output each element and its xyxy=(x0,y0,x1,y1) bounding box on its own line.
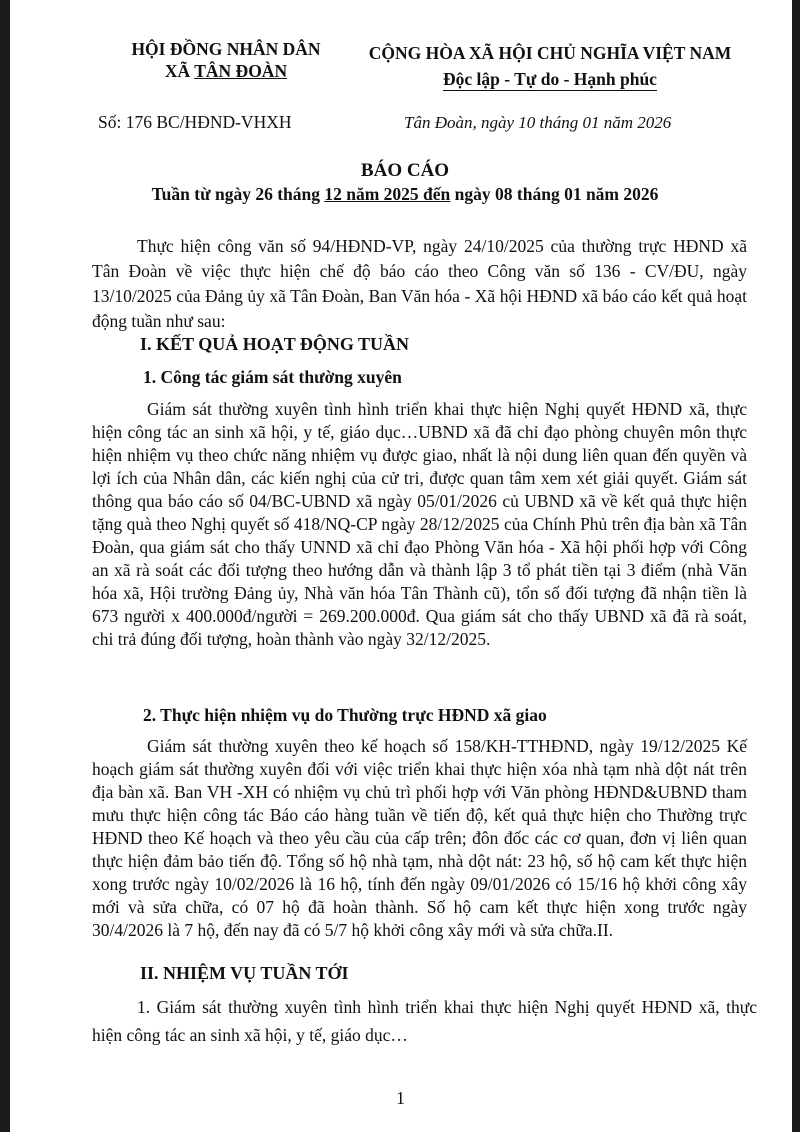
issuing-body xyxy=(96,38,356,82)
intro-paragraph: Thực hiện công văn số 94/HĐND-VP, ngày 24/10/2025 của thường trực HĐND xã Tân Đoàn về việc thực hiện chế độ báo cáo theo Công văn số 136 - CV/ĐU, ngày 13/10/2025 của Đảng ủy xã Tân Đoàn, Ban Văn hóa - Xã hội HĐND xã báo cáo kết quả hoạt động tuần như sau: xyxy=(92,236,747,331)
council-name: HỘI ĐỒNG NHÂN DÂN xyxy=(131,39,321,59)
republic-name: CỘNG HÒA XÃ HỘI CHỦ NGHĨA VIỆT NAM xyxy=(368,43,732,63)
commune-name: XÃ TÂN ĐOÀN xyxy=(164,61,288,81)
section-1-1-paragraph: Giám sát thường xuyên tình hình triển khai thực hiện Nghị quyết HĐND xã, thực hiện công tác an sinh xã hội, y tế, giáo dục…UBND xã đã chỉ đạo phòng chuyên môn thực hiện nhiệm vụ theo chức năng nhiệm vụ được giao, nhất là nội dung liên quan đến quyền và lợi ích của Nhân dân, các kiến nghị của cử tri, được quan tâm xem xét giải quyết. Giám sát thông qua báo cáo số 04/BC-UBND xã ngày 05/01/2026 củ UBND xã về kết quả thực hiện tặng quà theo Nghị quyết số 418/NQ-CP ngày 28/12/2025 của Chính Phủ trên địa bàn xã Tân Đoàn, qua giám sát cho thấy UNND xã chỉ đạo Phòng Văn hóa - Xã hội phối hợp với Công an xã rà soát các đối tượng theo hướng dẫn và thành lập 3 tổ phát tiền tại 3 điểm (nhà Văn hóa xã, Hội trường Đảng ủy, Nhà văn hóa Tân Thành cũ), tổn số đối tượng đã nhận tiền là 673 người x 400.000đ/người = 269.200.000đ. Qua giám sát cho thấy UBND xã đã rà soát, chi trả đúng đối tượng, hoàn thành vào ngày 32/12/2025. xyxy=(92,399,747,649)
document-number: Số: 176 BC/HĐND-VHXH xyxy=(98,112,292,132)
scan-edge-right xyxy=(792,0,800,1132)
section-1-2-heading: 2. Thực hiện nhiệm vụ do Thường trực HĐND xã giao xyxy=(143,705,547,725)
section-1-2-paragraph: Giám sát thường xuyên theo kế hoạch số 158/KH-TTHĐND, ngày 19/12/2025 Kế hoạch giám sát thường xuyên đối với việc triển khai thực hiện xóa nhà tạm nhà dột nát trên địa bàn xã. Ban VH -XH có nhiệm vụ chủ trì phối hợp với Văn phòng HĐND&UBND tham mưu thực hiện công tác Báo cáo hàng tuần về tiến độ, kết quả thực hiện cho Thường trực HĐND theo Kế hoạch và theo yêu cầu của cấp trên; đôn đốc các cơ quan, đơn vị liên quan thực hiện đảm bảo tiến độ. Tổng số hộ nhà tạm, nhà dột nát: 23 hộ, số hộ cam kết thực hiện xong trước ngày 10/02/2026 là 16 hộ, tính đến ngày 09/01/2026 có 15/16 hộ khởi công xây mới và sửa chữa, có 07 hộ đã hoàn thành. Số hộ cam kết thực hiện xong trước ngày 30/4/2026 là 7 hộ, đến nay đã có 5/7 hộ khởi công xây mới và sửa chữa.II. xyxy=(92,736,747,940)
commune-name-underlined: TÂN ĐOÀN xyxy=(194,61,288,81)
page-number: 1 xyxy=(396,1088,405,1108)
document-date: Tân Đoàn, ngày 10 tháng 01 năm 2026 xyxy=(404,113,672,132)
national-header xyxy=(340,40,760,92)
subtitle-underlined: 12 năm 2025 đến xyxy=(324,184,451,204)
section-2-heading: II. NHIỆM VỤ TUẦN TỚI xyxy=(140,963,349,983)
report-subtitle: Tuần từ ngày 26 tháng 12 năm 2025 đến ngày 08 tháng 01 năm 2026 xyxy=(151,184,659,204)
section-1-1-heading: 1. Công tác giám sát thường xuyên xyxy=(143,367,402,387)
national-motto: Độc lập - Tự do - Hạnh phúc xyxy=(443,69,657,89)
section-2-item-1: 1. Giám sát thường xuyên tình hình triển khai thực hiện Nghị quyết HĐND xã, thực hiện công tác an sinh xã hội, y tế, giáo dục… xyxy=(92,997,757,1045)
section-1-heading: I. KẾT QUẢ HOẠT ĐỘNG TUẦN xyxy=(140,334,410,354)
scan-edge-left xyxy=(0,0,10,1132)
report-title: BÁO CÁO xyxy=(360,160,450,181)
